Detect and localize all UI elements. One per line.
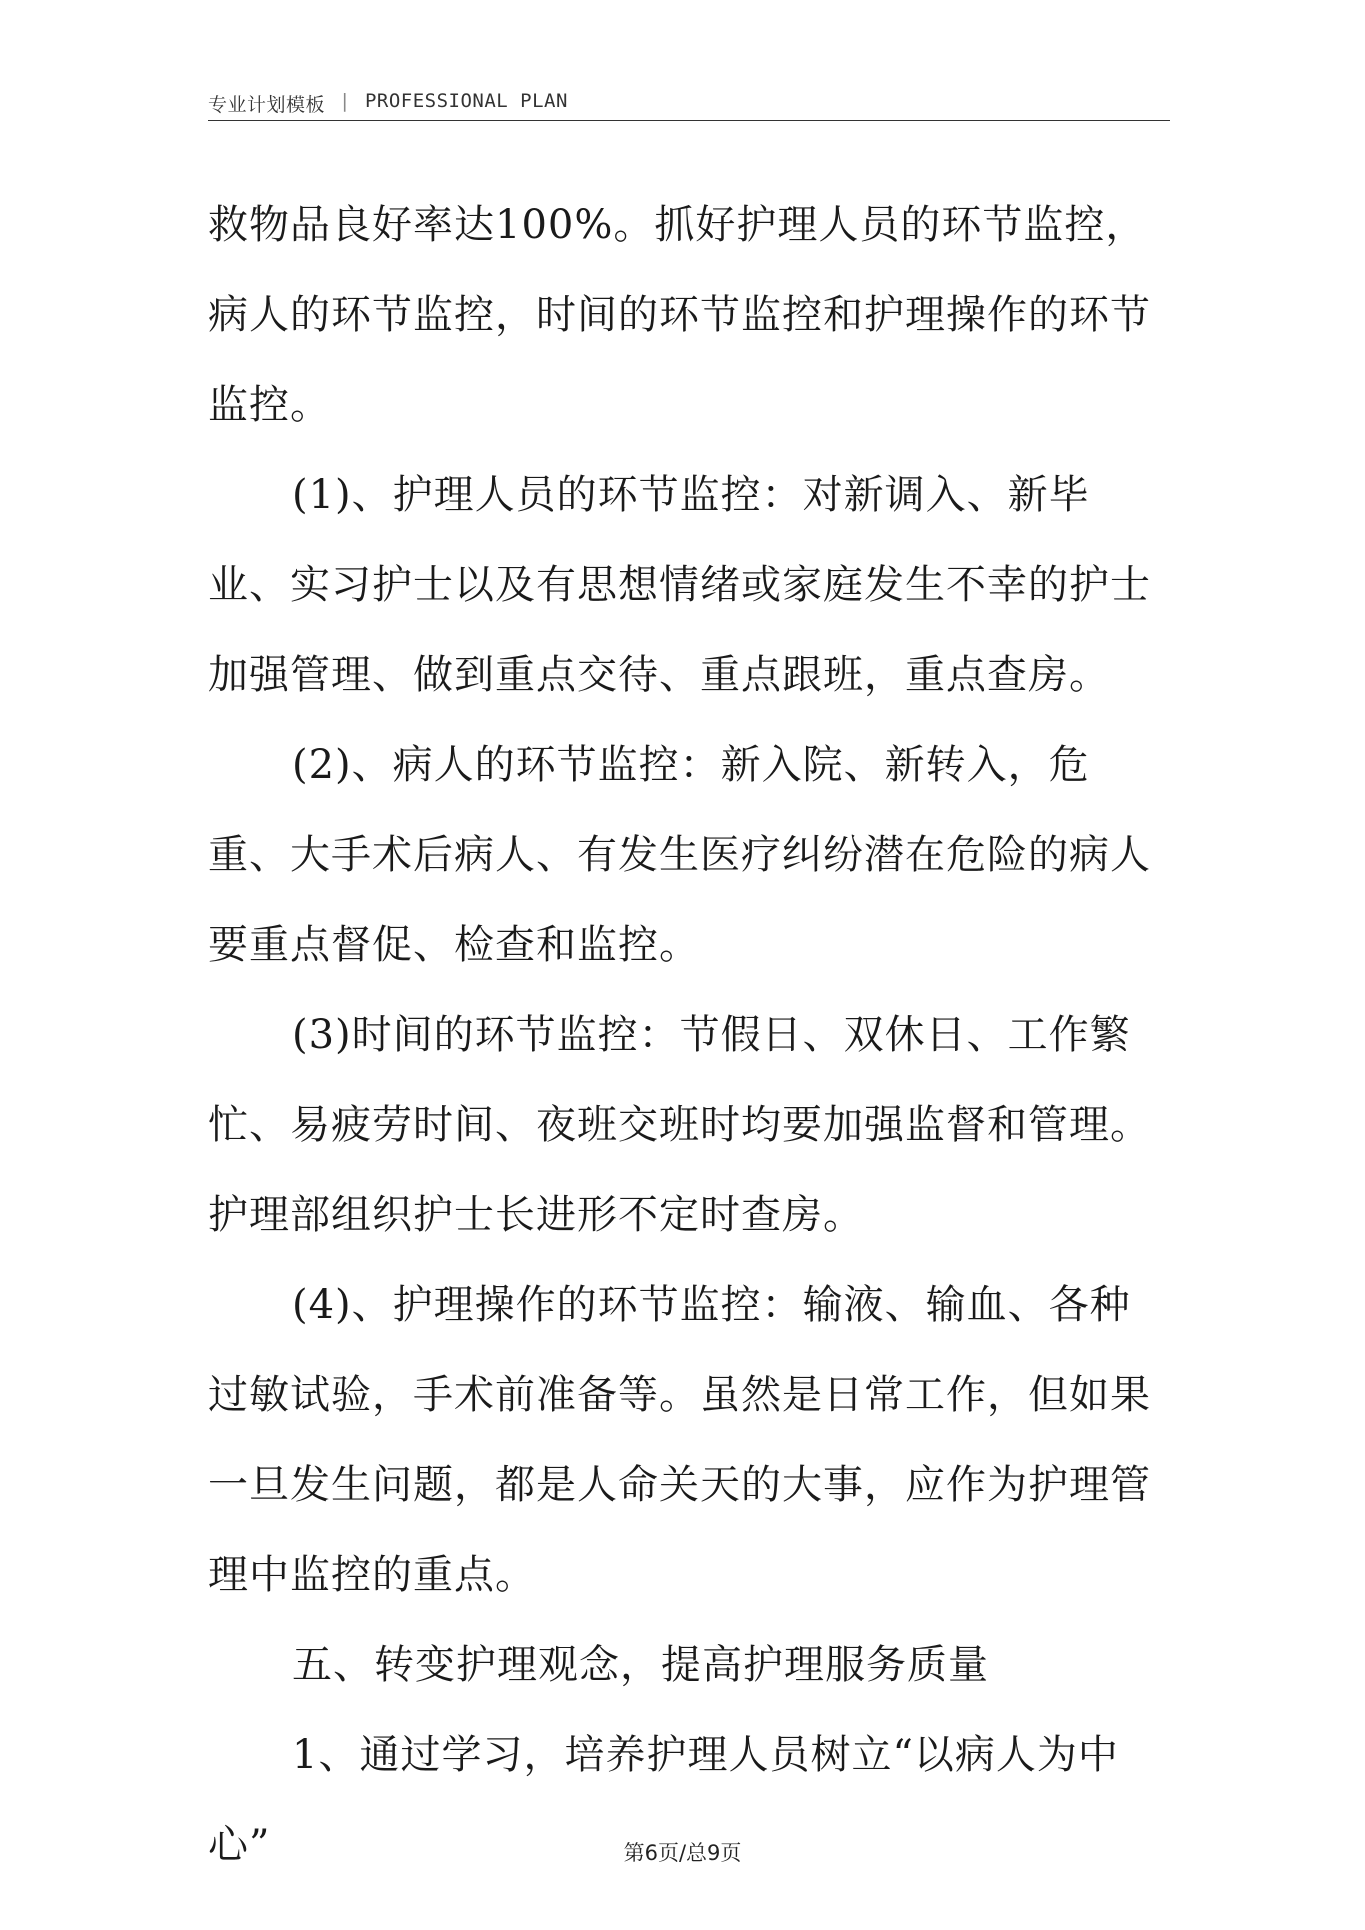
paragraph-3: (2)、病人的环节监控：新入院、新转入，危重、大手术后病人、有发生医疗纠纷潜在危险的病人要重点督促、检查和监控。 — [208, 742, 1151, 968]
header-title-cn: 专业计划模板 — [208, 94, 326, 116]
paragraph-1: 救物品良好率达100%。抓好护理人员的环节监控，病人的环节监控，时间的环节监控和护理操作的环节监控。 — [208, 202, 1151, 428]
paragraph-4: (3)时间的环节监控：节假日、双休日、工作繁忙、易疲劳时间、夜班交班时均要加强监督和管理。护理部组织护士长进形不定时查房。 — [208, 1012, 1151, 1238]
paragraph-5: (4)、护理操作的环节监控：输液、输血、各种过敏试验，手术前准备等。虽然是日常工作，但如果一旦发生问题，都是人命关天的大事，应作为护理管理中监控的重点。 — [208, 1282, 1151, 1598]
header-separator: | — [339, 90, 351, 112]
paragraph-2: (1)、护理人员的环节监控：对新调入、新毕业、实习护士以及有思想情绪或家庭发生不幸的护士加强管理、做到重点交待、重点跟班，重点查房。 — [208, 472, 1151, 698]
page-header — [208, 90, 1170, 121]
paragraph-6: 1、通过学习，培养护理人员树立“以病人为中心” — [208, 1732, 1119, 1868]
page-number: 第6页/总9页 — [623, 1841, 742, 1865]
header-title-en: PROFESSIONAL PLAN — [364, 90, 568, 112]
section-heading: 五、转变护理观念，提高护理服务质量 — [292, 1642, 989, 1688]
document-body — [208, 180, 1170, 1890]
